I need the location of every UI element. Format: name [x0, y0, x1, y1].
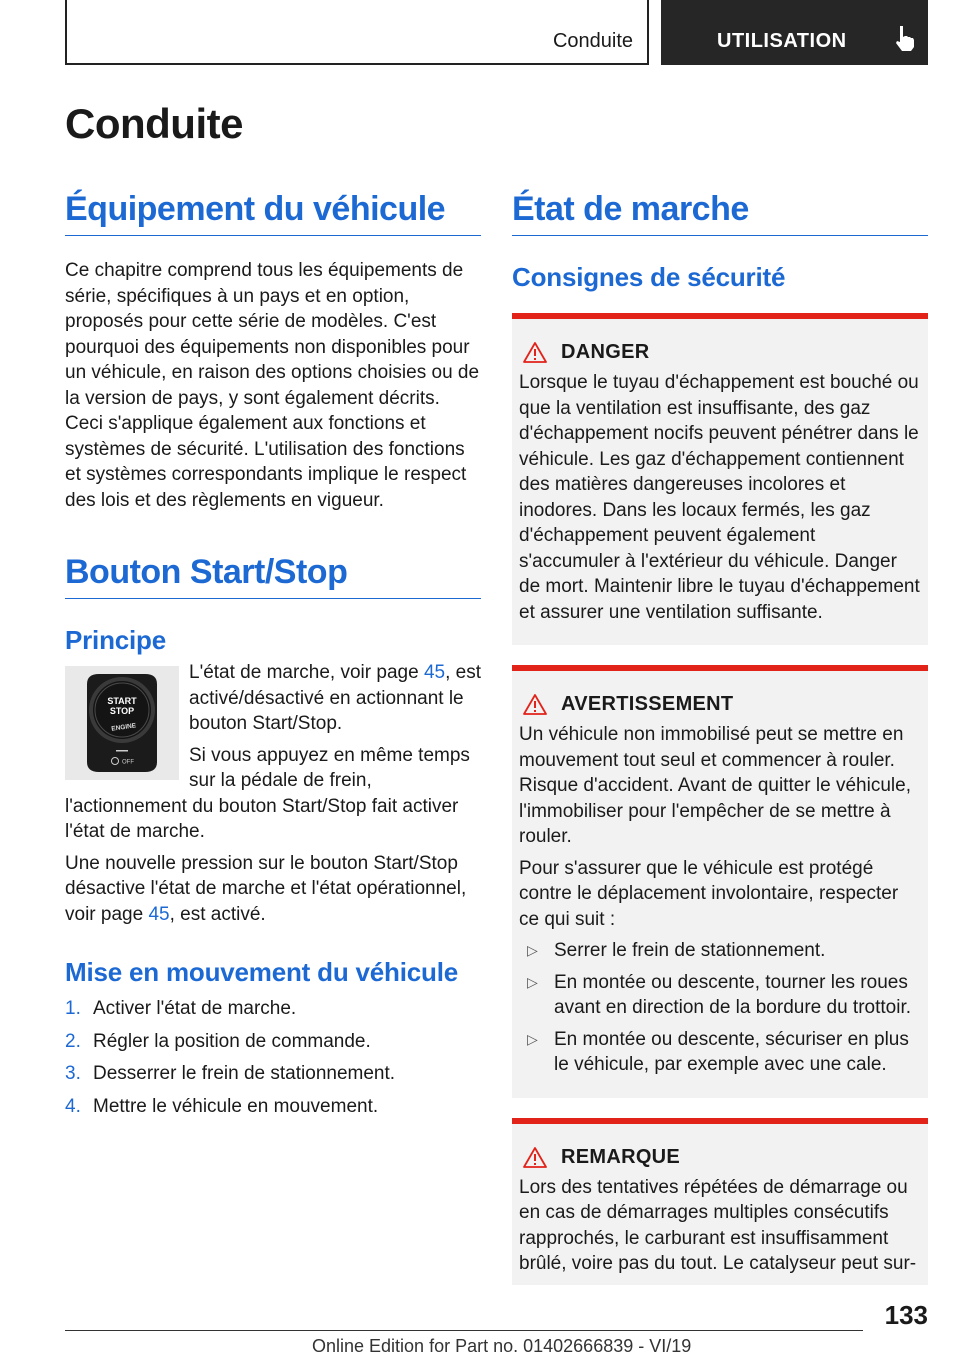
list-item: ▷ Serrer le frein de stationnement.: [519, 938, 921, 964]
warning-text-1: Un véhicule non immobilisé peut se mettre en mouvement tout seul et commencer à rouler. Risque d'accident. Avant de quitter le véhicule, l'immobiliser pour l'empêcher de se mettre à rouler.: [519, 724, 911, 847]
list-item: ▷ En montée ou descente, tourner les roues avant en direction de la bordure du trottoir.: [527, 971, 912, 1018]
principe-paragraph-3: Une nouvelle pression sur le bouton Start/Stop désactive l'état de marche et l'état opérationnel, voir page 45, est activé.: [65, 852, 467, 925]
list-item: ▷ En montée ou descente, sécuriser en plus le véhicule, par exemple avec une cale.: [527, 1028, 909, 1075]
list-item: 4. Mettre le véhicule en mouvement.: [65, 1095, 379, 1117]
button-label-engine: ENGINE: [110, 722, 137, 733]
principe-paragraph-2: Si vous appuyez en même temps sur la pédale de frein, l'actionnement du bouton Start/Stop fait activer l'état de marche.: [65, 744, 470, 842]
list-item: 2. Régler la position de commande.: [65, 1030, 371, 1052]
hand-pointer-icon: [892, 24, 918, 52]
triangle-bullet-icon: ▷: [527, 1030, 538, 1047]
danger-title: DANGER: [561, 341, 650, 363]
right-column: [512, 190, 928, 1285]
page-link-45-second[interactable]: 45: [148, 903, 170, 925]
button-label-off: OFF: [122, 759, 134, 766]
header-chapter-tab: [661, 0, 928, 65]
etat-de-marche-heading: État de marche: [512, 190, 928, 236]
footer-divider: [65, 1330, 863, 1331]
triangle-bullet-icon: ▷: [527, 942, 538, 958]
button-label-start: START: [107, 696, 137, 706]
danger-text: Lorsque le tuyau d'échappement est bouché ou que la ventilation est insuffisante, des gaz d'échappement nocifs peuvent pénétrer dans le véhicule. Les gaz d'échappement contiennent des matières dangereuses incolores et inodores. Dans les locaux fermés, les gaz d'échappement peuvent également s'accumuler à l'extérieur du véhicule. Danger de mort. Maintenir libre le tuyau d'échappement et assurer une ventilation suffisante.: [519, 372, 920, 623]
danger-box: [512, 313, 928, 645]
warning-bullets: [519, 938, 921, 1078]
notice-title: REMARQUE: [561, 1145, 681, 1168]
header-section-tab: [65, 0, 649, 65]
warning-text-2: Pour s'assurer que le véhicule est protégé contre le déplacement involontaire, respecter ce qui suit :: [519, 857, 899, 930]
warning-triangle-icon: [523, 694, 547, 715]
equipment-text: Ce chapitre comprend tous les équipements de série, spécifiques à un pays et en option, proposés pour cette série de modèles. C'est pourquoi des équipements non disponibles pour un véhicule, en raison des options choisies ou de la version de pays, y sont également décrits. Ceci s'applique également aux fonctions et systèmes de sécurité. L'utilisation des fonctions et systèmes correspondants implique le respect des lois et des règlements en vigueur.: [65, 260, 480, 511]
left-column: [65, 190, 481, 1126]
warning-triangle-icon: [523, 342, 547, 363]
button-label-stop: STOP: [109, 706, 135, 716]
principe-heading: Principe: [65, 625, 166, 655]
header-section-label: Conduite: [552, 30, 633, 52]
mise-en-mouvement-heading: Mise en mouvement du véhicule: [65, 957, 458, 987]
notice-text: Lors des tentatives répétées de démarrage ou en cas de démarrages multiples consécutifs rapprochés, le carburant est insuffisamment brûlé, voire pas du tout. Le catalyseur peut sur-: [519, 1176, 917, 1274]
page-link-45[interactable]: 45: [423, 662, 446, 683]
start-stop-button-image: [65, 666, 179, 780]
warning-box: [512, 665, 928, 1098]
start-stop-heading: Bouton Start/Stop: [65, 553, 481, 599]
principe-section: [65, 660, 481, 927]
header-chapter-label: UTILISATION: [717, 30, 847, 52]
steps-list: [65, 996, 481, 1119]
principe-paragraph-1: L'état de marche, voir page 45, est activé/désactivé en actionnant le bouton Start/Stop.: [189, 662, 481, 734]
list-item: 1. Activer l'état de marche.: [65, 998, 297, 1019]
triangle-bullet-icon: ▷: [527, 973, 538, 990]
warning-triangle-icon: [523, 1147, 547, 1168]
warning-title: AVERTISSEMENT: [561, 693, 734, 715]
list-item: 3. Desserrer le frein de stationnement.: [65, 1063, 396, 1084]
page-title: Conduite: [65, 100, 243, 147]
page-number: 133: [884, 1300, 928, 1330]
consignes-heading: Consignes de sécurité: [512, 262, 786, 292]
equipment-heading: Équipement du véhicule: [65, 190, 481, 236]
footer-edition: Online Edition for Part no. 01402666839 - VI/19: [312, 1336, 692, 1356]
notice-box: [512, 1118, 928, 1285]
